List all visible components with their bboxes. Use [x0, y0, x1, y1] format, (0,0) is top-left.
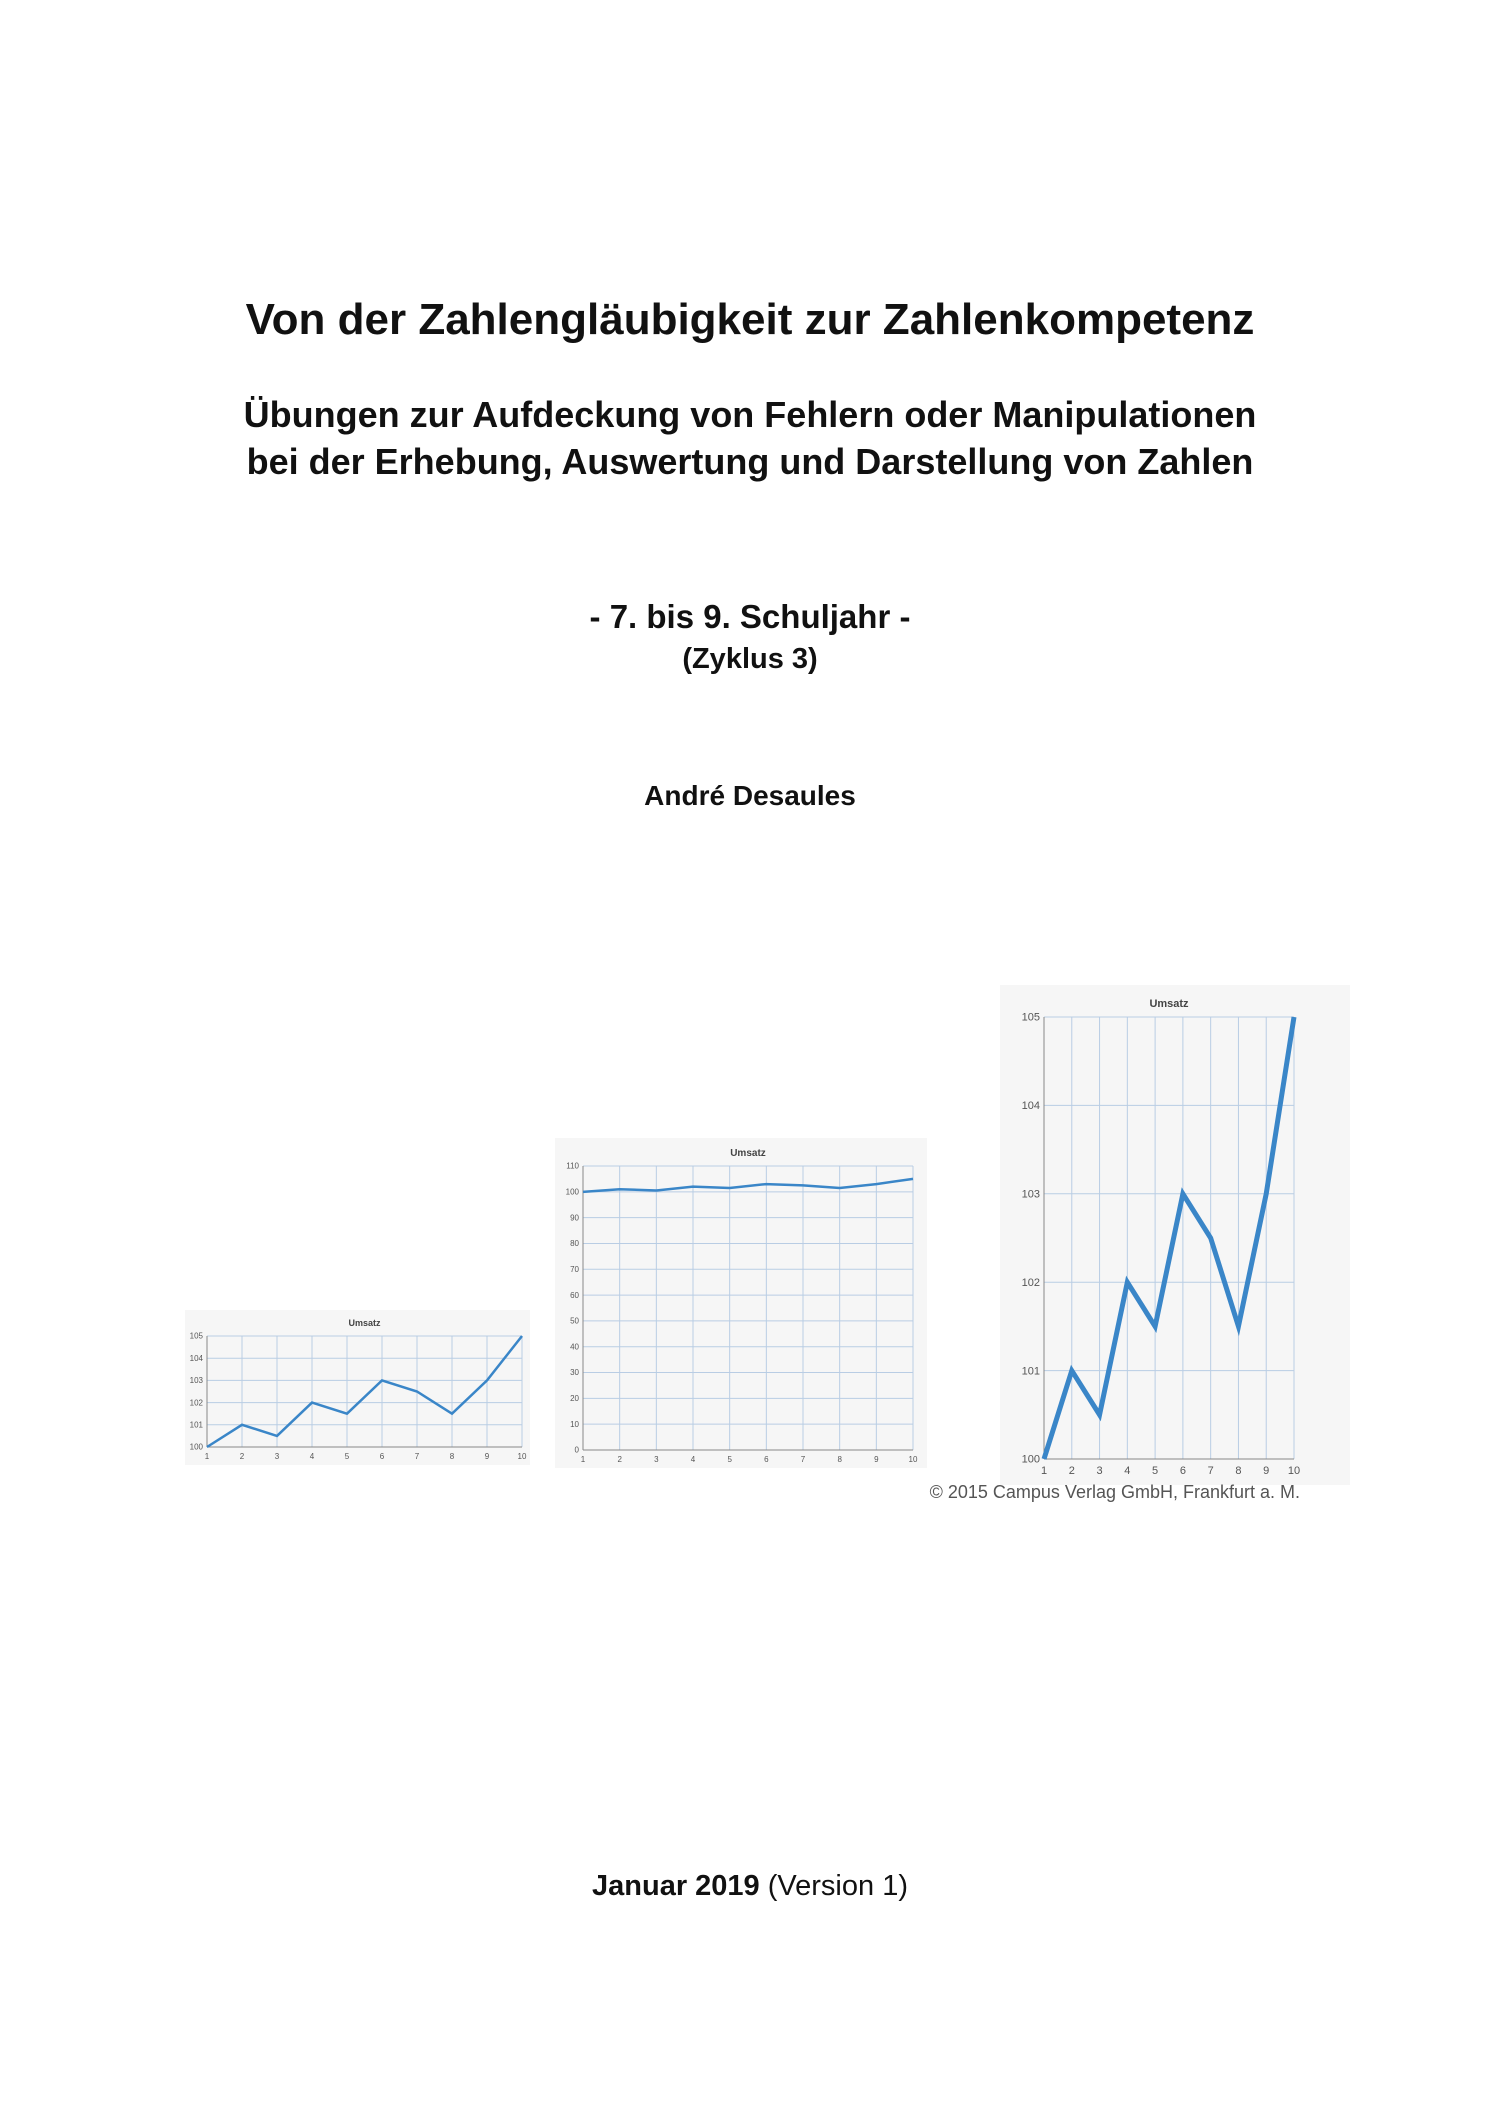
y-tick-label: 102	[1021, 1276, 1040, 1289]
y-tick-label: 10	[570, 1419, 579, 1429]
chart-title: Umsatz	[1149, 998, 1189, 1010]
x-tick-label: 4	[1124, 1465, 1131, 1477]
x-tick-label: 9	[874, 1455, 879, 1464]
y-tick-label: 102	[189, 1398, 203, 1408]
x-tick-label: 10	[908, 1455, 918, 1464]
series-line	[207, 1336, 522, 1447]
document-title: Von der Zahlengläubigkeit zur Zahlenkompetenz	[245, 295, 1255, 344]
x-tick-label: 5	[1152, 1465, 1159, 1477]
x-tick-label: 6	[379, 1452, 385, 1461]
y-tick-label: 110	[566, 1161, 579, 1171]
grade-range: - 7. bis 9. Schuljahr -	[589, 598, 911, 635]
x-tick-label: 1	[204, 1452, 210, 1461]
x-tick-label: 1	[580, 1455, 586, 1464]
series-line	[1044, 1017, 1294, 1459]
x-tick-label: 3	[654, 1455, 659, 1464]
y-tick-label: 105	[189, 1331, 203, 1341]
x-tick-label: 9	[1263, 1465, 1270, 1477]
x-tick-label: 4	[690, 1455, 696, 1464]
x-tick-label: 10	[1287, 1465, 1301, 1477]
author-name: André Desaules	[644, 780, 856, 811]
y-tick-label: 40	[570, 1342, 579, 1352]
chart-svg	[1000, 985, 1350, 1485]
x-tick-label: 8	[449, 1452, 455, 1461]
y-tick-label: 20	[570, 1394, 579, 1404]
y-tick-label: 60	[570, 1290, 579, 1300]
chart-title: Umsatz	[348, 1318, 381, 1328]
x-tick-label: 3	[274, 1452, 280, 1461]
x-tick-label: 1	[1040, 1465, 1048, 1477]
x-tick-label: 5	[727, 1455, 732, 1464]
chart-medium-full-scale	[555, 1138, 927, 1468]
x-tick-label: 9	[484, 1452, 490, 1461]
x-tick-label: 10	[517, 1452, 527, 1461]
x-tick-label: 2	[1068, 1465, 1075, 1477]
y-tick-label: 104	[189, 1353, 203, 1363]
chart-title: Umsatz	[730, 1148, 766, 1159]
y-tick-label: 50	[570, 1316, 579, 1326]
y-tick-label: 101	[1021, 1365, 1040, 1378]
x-tick-label: 8	[1235, 1465, 1242, 1477]
x-tick-label: 7	[800, 1455, 806, 1464]
x-tick-label: 2	[239, 1452, 245, 1461]
x-tick-label: 5	[344, 1452, 350, 1461]
document-subtitle-line-2: bei der Erhebung, Auswertung und Darstellung von Zahlen	[246, 441, 1254, 482]
y-tick-label: 30	[570, 1368, 579, 1378]
chart-svg	[555, 1138, 927, 1468]
cycle-label: (Zyklus 3)	[682, 643, 818, 675]
x-tick-label: 7	[414, 1452, 420, 1461]
chart-small-zoomed	[185, 1310, 530, 1465]
y-tick-label: 103	[189, 1376, 203, 1386]
publication-date	[0, 1870, 1500, 1903]
chart-svg	[185, 1310, 530, 1465]
x-tick-label: 6	[1179, 1465, 1186, 1477]
y-tick-label: 101	[189, 1420, 203, 1430]
y-tick-label: 100	[1021, 1453, 1040, 1466]
copyright-notice: © 2015 Campus Verlag GmbH, Frankfurt a. M.	[929, 1482, 1300, 1502]
x-tick-label: 2	[617, 1455, 622, 1464]
y-tick-label: 100	[565, 1187, 579, 1197]
document-subtitle-line-1: Übungen zur Aufdeckung von Fehlern oder Manipulationen	[243, 394, 1257, 435]
x-tick-label: 4	[309, 1452, 315, 1461]
y-tick-label: 0	[574, 1445, 579, 1455]
y-tick-label: 100	[189, 1442, 203, 1452]
y-tick-label: 104	[1021, 1100, 1040, 1113]
y-tick-label: 105	[1021, 1011, 1040, 1024]
x-tick-label: 3	[1096, 1465, 1103, 1477]
y-tick-label: 70	[570, 1264, 579, 1274]
x-tick-label: 7	[1207, 1465, 1214, 1477]
y-tick-label: 90	[570, 1213, 579, 1223]
y-tick-label: 80	[570, 1239, 579, 1249]
x-tick-label: 8	[837, 1455, 842, 1464]
chart-large-zoomed	[1000, 985, 1350, 1485]
y-tick-label: 103	[1021, 1188, 1040, 1201]
series-line	[583, 1179, 913, 1192]
x-tick-label: 6	[764, 1455, 769, 1464]
publication-version: (Version 1)	[767, 1870, 908, 1902]
publication-date-month-year: Januar 2019	[592, 1870, 760, 1902]
